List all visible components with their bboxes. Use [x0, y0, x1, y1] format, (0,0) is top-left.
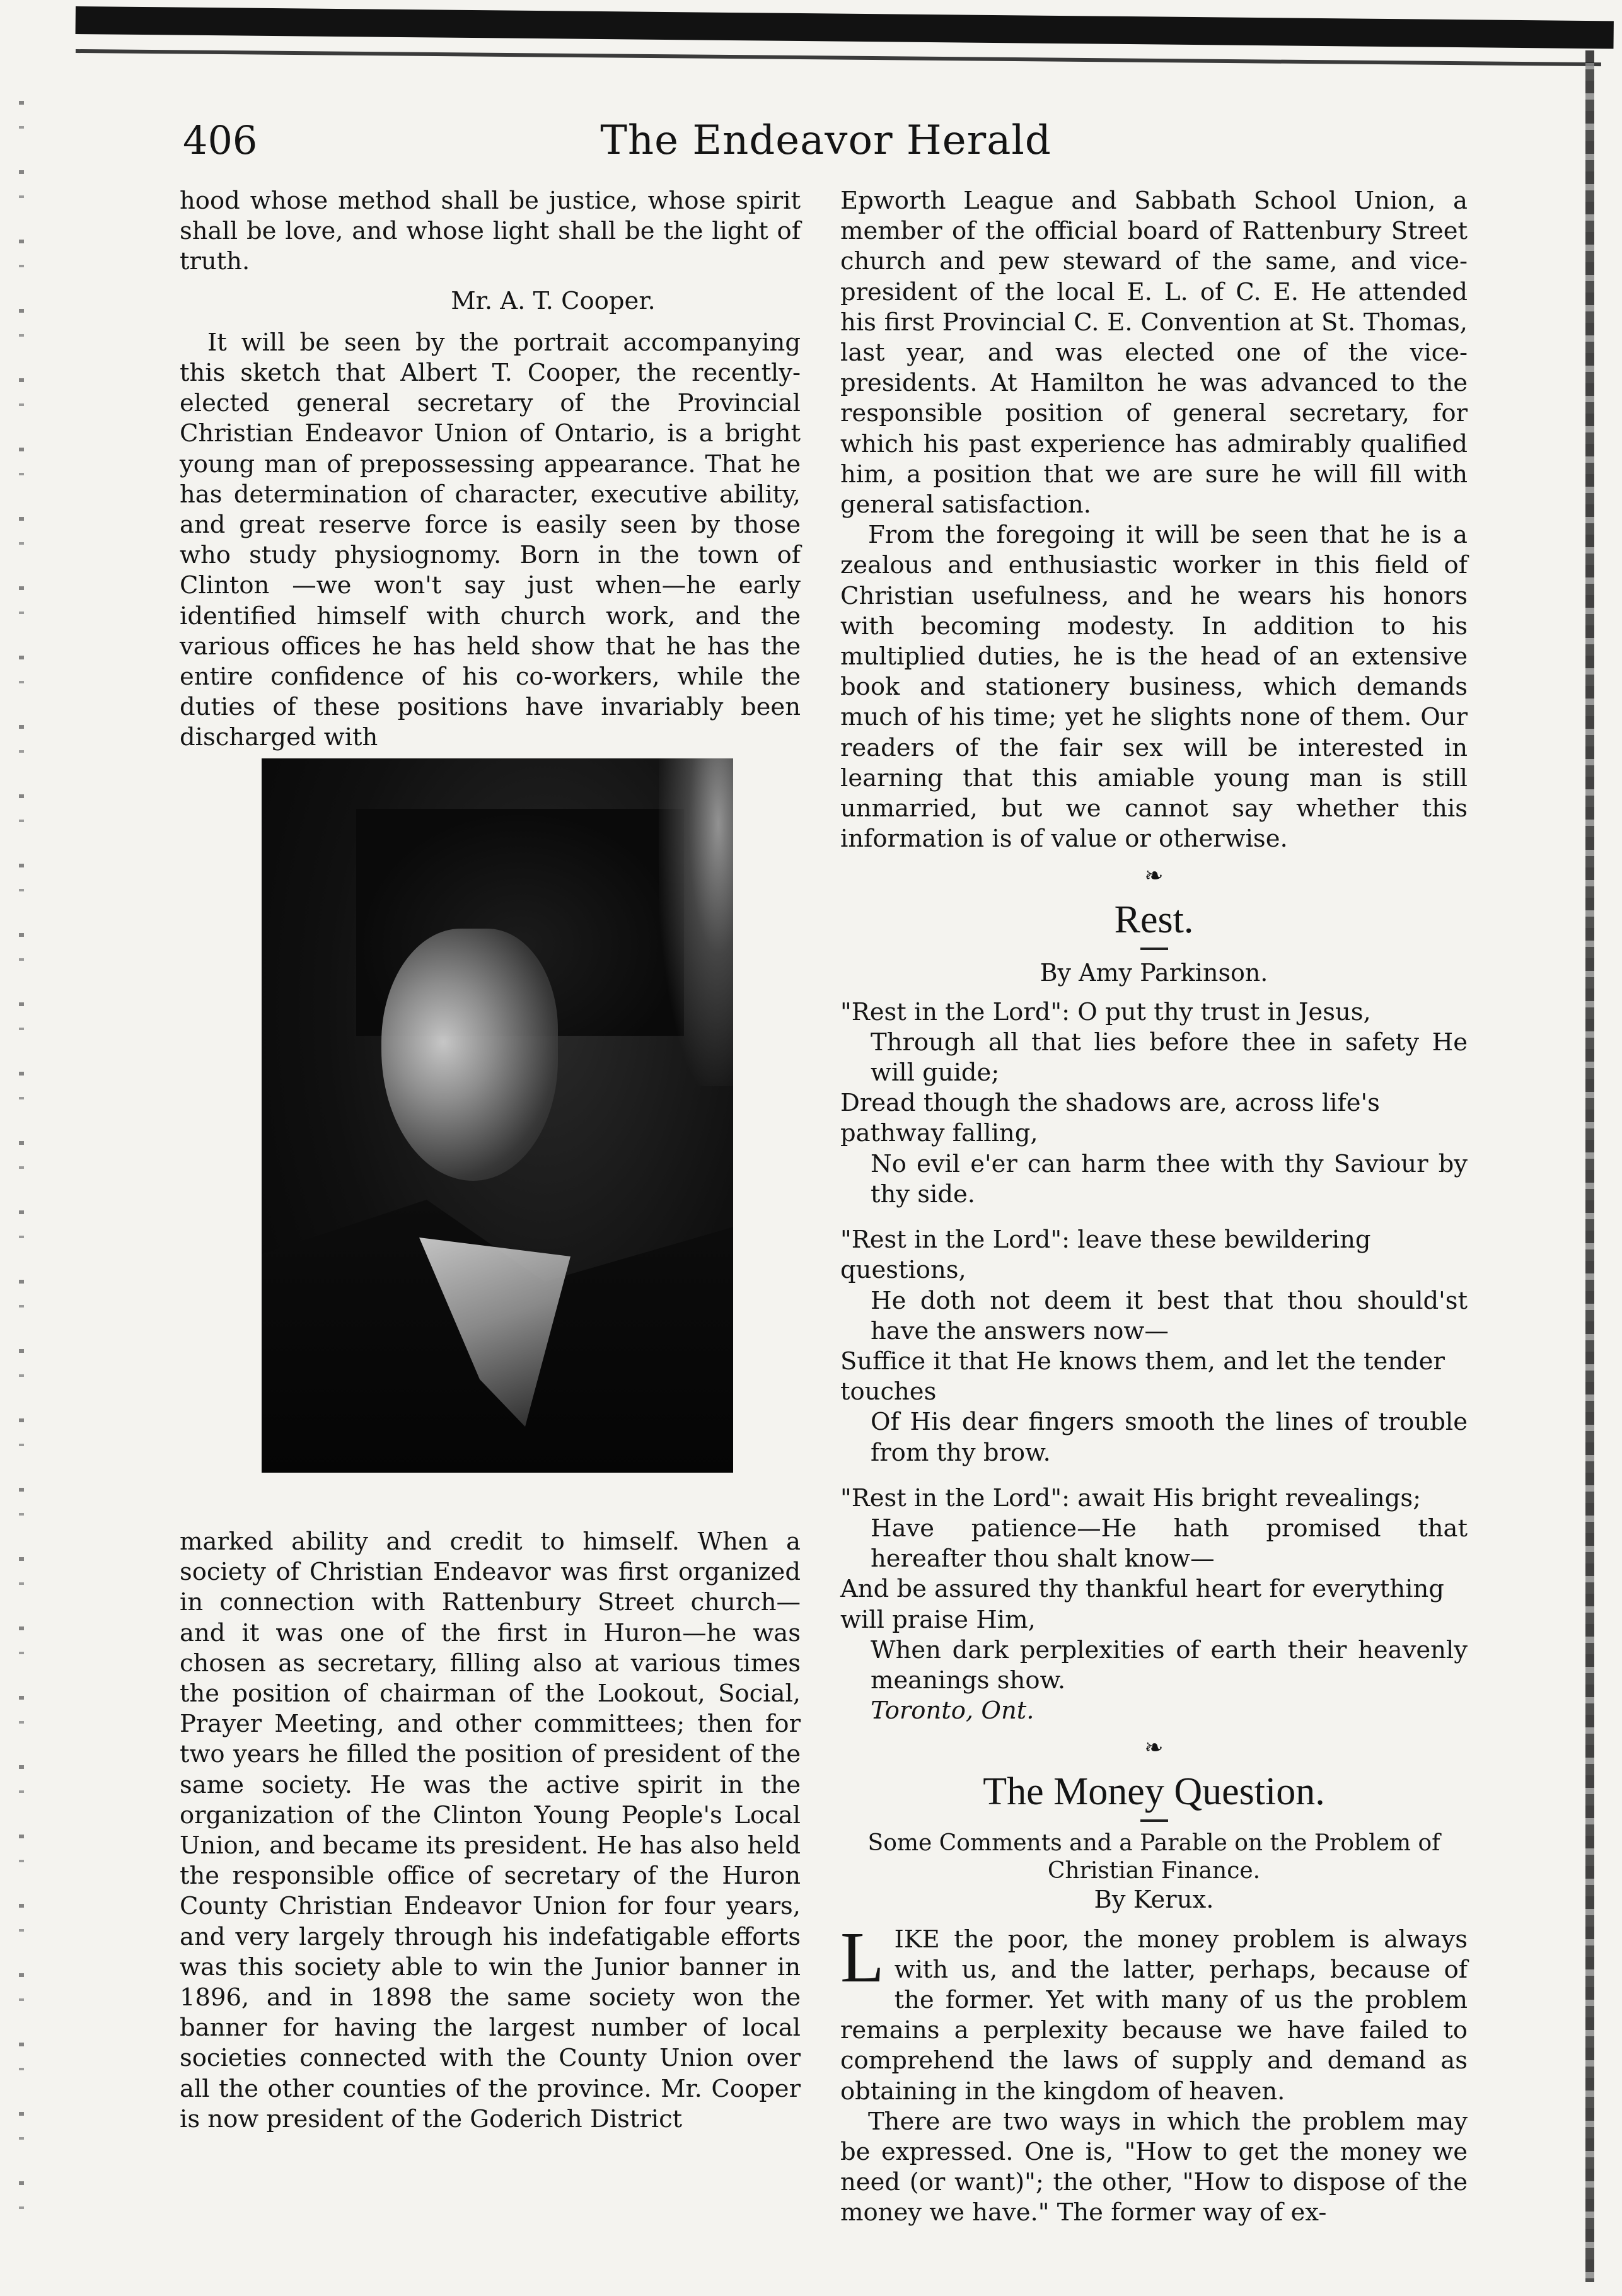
- poem-line: "Rest in the Lord": await His bright revealings;: [840, 1483, 1422, 1512]
- article-subtitle: Some Comments and a Parable on the Problem of Christian Finance.: [867, 1830, 1440, 1884]
- poem-line: Have patience—He hath promised that hereafter thou shalt know—: [871, 1514, 1468, 1574]
- left-column-top: [180, 186, 801, 753]
- portrait-photo: [262, 758, 733, 1473]
- paragraph: [840, 1916, 1468, 2107]
- poem-line: No evil e'er can harm thee with thy Saviour by thy side.: [871, 1149, 1468, 1209]
- left-column-bottom: [180, 1527, 801, 2135]
- poem-line: And be assured thy thankful heart for everything will praise Him,: [840, 1575, 1444, 1634]
- right-column: [840, 186, 1468, 2229]
- poem-author: By Amy Parkinson.: [1040, 959, 1268, 987]
- left-page-edge: [19, 101, 24, 2244]
- poem-line: Through all that lies before thee in safety He will guide;: [871, 1028, 1468, 1087]
- page-header: [183, 106, 1469, 175]
- masthead-title: The Endeavor Herald: [600, 117, 1051, 164]
- top-scan-rule-thin: [76, 49, 1601, 66]
- paragraph-continuation: Epworth League and Sabbath School Union, a member of the official board of Rattenbury Street church and pew steward of the same, and vice-president of the local E. L. of C. E. He attended his first Provincial C. E. Convention at St. Thomas, last year, and was elected one of the vice-presidents. At Hamilton he was advanced to the responsible position of general secretary, for which his past experience has admirably qualified him, a position that we are sure he will fill with general satisfaction.: [840, 187, 1468, 519]
- poem-line: "Rest in the Lord": O put thy trust in Jesus,: [840, 997, 1371, 1026]
- page-number: 406: [183, 117, 258, 163]
- title-rule: [1140, 948, 1168, 950]
- poem-place: Toronto, Ont.: [871, 1696, 1034, 1725]
- paragraph-continuation: hood whose method shall be justice, whose spirit shall be love, and whose light shall be the light of truth.: [180, 187, 801, 276]
- paragraph: marked ability and credit to himself. When a society of Christian Endeavor was first organized in connection with Rattenbury Street church—and it was one of the first in Huron—he was chosen as secretary, filling also at various times the position of chairman of the Lookout, Social, Prayer Meeting, and other committees; then for two years he filled the position of president of the same society. He was the active spirit in the organization of the Clinton Young People's Local Union, and became its president. He has also held the responsible office of secretary of the Huron County Christian Endeavor Union for four years, and very largely through his indefatigable efforts was this society able to win the Junior banner in 1896, and in 1898 the same society won the banner for having the largest number of local societies connected with the County Union over all the other counties of the province. Mr. Cooper is now president of the Goderich District: [180, 1528, 801, 2133]
- article-byline: Mr. A. T. Cooper.: [451, 286, 656, 315]
- paragraph-text: IKE the poor, the money problem is always with us, and the latter, perhaps, because of the former. Yet with many of us the problem remains a perplexity because we have failed to comprehend the laws of supply and demand as obtaining in the kingdom of heaven.: [840, 1925, 1468, 2106]
- article-author: By Kerux.: [1094, 1886, 1214, 1915]
- right-page-edge: [1585, 50, 1594, 2282]
- paragraph: It will be seen by the portrait accompanying this sketch that Albert T. Cooper, the recently-elected general secretary of the Provincial Christian Endeavor Union of Ontario, is a bright young man of prepossessing appearance. That he has determination of character, executive ability, and great reserve force is easily seen by those who study physiognomy. Born in the town of Clinton —we won't say just when—he early identified himself with church work, and the various offices he has held show that he has the entire confidence of his co-workers, while the duties of these positions have invariably been discharged with: [180, 328, 801, 752]
- paragraph: There are two ways in which the problem may be expressed. One is, "How to get the money we need (or want)"; the other, "How to dispose of the money we have." The former way of ex-: [840, 2107, 1468, 2227]
- poem-line: "Rest in the Lord": leave these bewildering questions,: [840, 1226, 1371, 1285]
- poem-title: Rest.: [1114, 898, 1194, 942]
- portrait-highlight: [659, 758, 733, 1086]
- poem-stanza: [840, 1225, 1468, 1468]
- poem-line: Dread though the shadows are, across life's pathway falling,: [840, 1089, 1380, 1148]
- drop-cap: L: [840, 1916, 884, 1997]
- paragraph: From the foregoing it will be seen that he is a zealous and enthusiastic worker in this field of Christian usefulness, and he wears his honors with becoming modesty. In addition to his multiplied duties, he is the head of an extensive book and stationery business, which demands much of his time; yet he slights none of them. Our readers of the fair sex will be interested in learning that this amiable young man is still unmarried, but we cannot say whether this information is of value or otherwise.: [840, 521, 1468, 854]
- ornament-icon: ❧: [1144, 1735, 1164, 1761]
- portrait-face: [381, 929, 558, 1181]
- title-rule: [1140, 1819, 1168, 1822]
- poem-line: Of His dear fingers smooth the lines of trouble from thy brow.: [871, 1408, 1468, 1467]
- poem-line: Suffice it that He knows them, and let the tender touches: [840, 1347, 1445, 1406]
- ornament-icon: ❧: [1144, 863, 1164, 890]
- poem-stanza: [840, 1483, 1468, 1696]
- article-title: The Money Question.: [983, 1770, 1325, 1814]
- poem-line: He doth not deem it best that thou should'st have the answers now—: [871, 1286, 1468, 1345]
- poem-line: When dark perplexities of earth their heavenly meanings show.: [871, 1635, 1468, 1695]
- poem-stanza: [840, 997, 1468, 1210]
- top-scan-rule: [76, 6, 1614, 49]
